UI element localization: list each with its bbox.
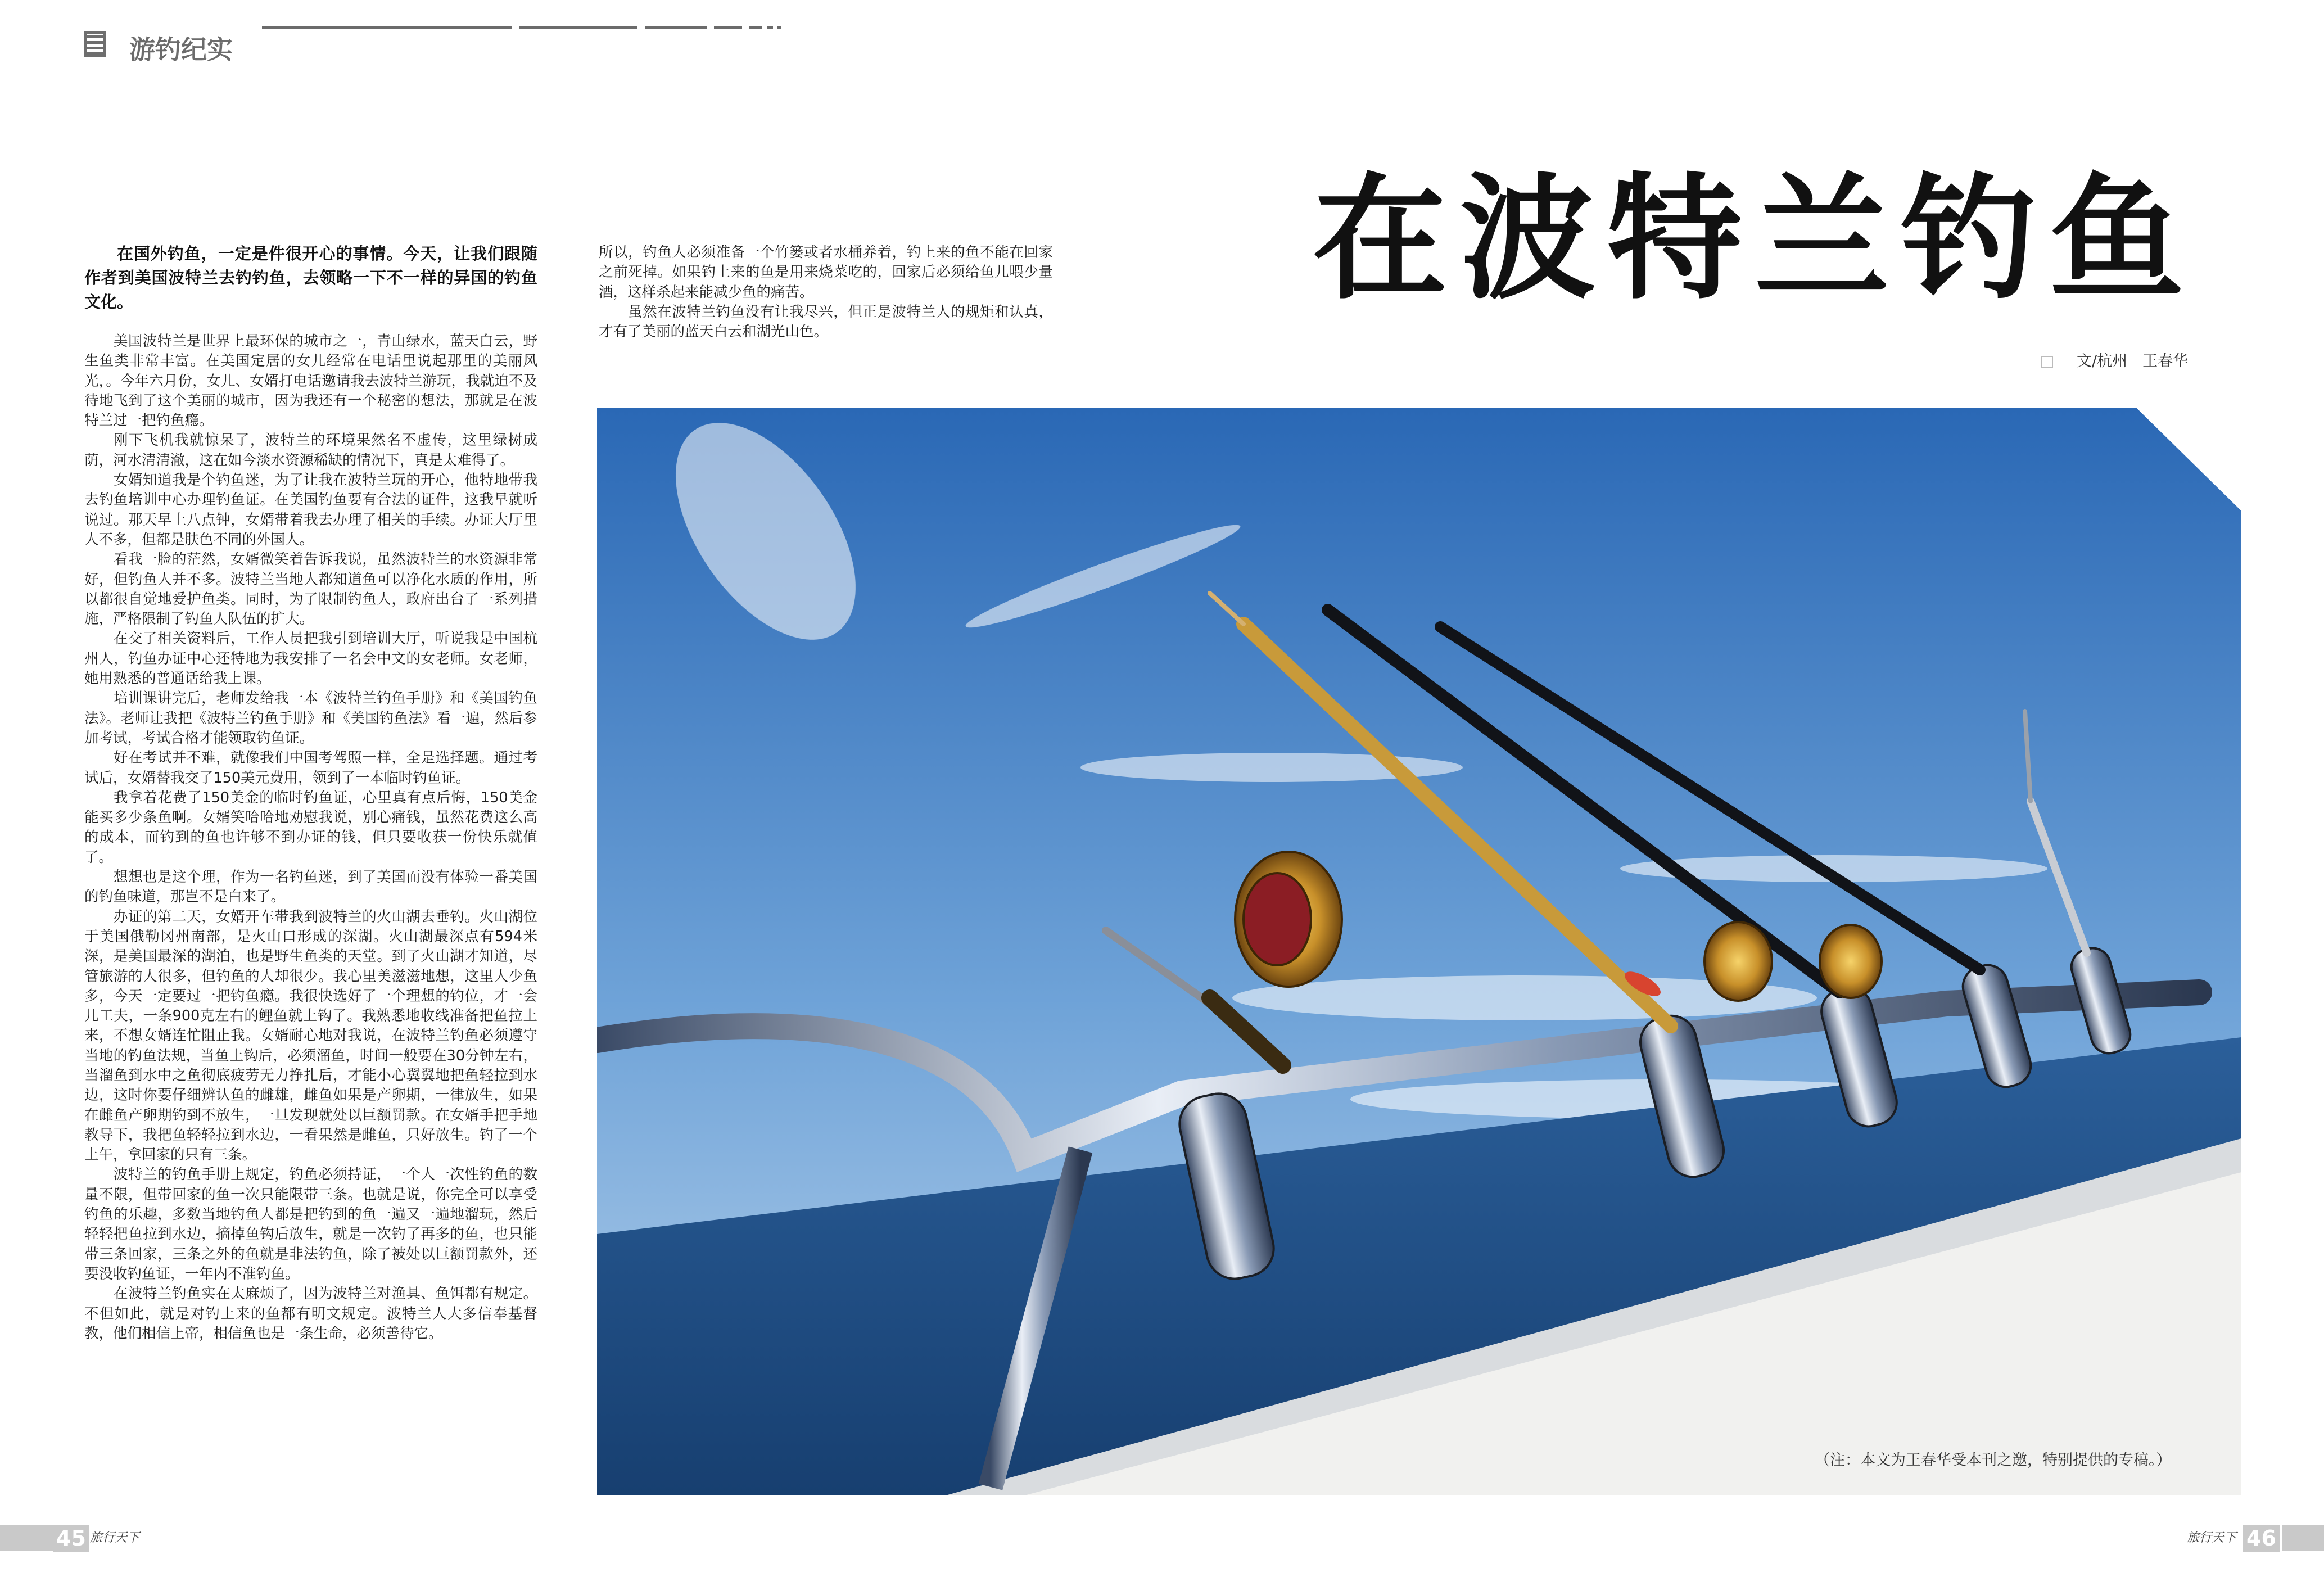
byline-text: 文/杭州 王春华 xyxy=(2077,353,2189,370)
paragraph: 在交了相关资料后，工作人员把我引到培训大厅，听说我是中国杭州人，钓鱼办证中心还特地为我安排了一名会中文的女老师。女老师，她用熟悉的普通话给我上课。 xyxy=(84,630,537,688)
header-rule xyxy=(777,26,781,29)
paragraph: 在波特兰钓鱼实在太麻烦了，因为波特兰对渔具、鱼饵都有规定。不但如此，就是对钓上来的鱼都有明文规定。波特兰人大多信奉基督教，他们相信上帝，相信鱼也是一条生命，必须善待它。 xyxy=(84,1285,537,1342)
byline-marker-icon xyxy=(2041,356,2053,368)
paragraph: 所以，钓鱼人必须准备一个竹篓或者水桶养着，钓上来的鱼不能在回家之前死掉。如果钓上来的鱼是用来烧菜吃的，回家后必须给鱼儿喂少量酒，这样杀起来能减少鱼的痛苦。 xyxy=(599,244,1053,301)
header-rule xyxy=(714,26,742,29)
fishing-rods-photo xyxy=(597,408,2241,1495)
paragraph: 好在考试并不难，就像我们中国考驾照一样，全是选择题。通过考试后，女婿替我交了150美元费用，领到了一本临时钓鱼证。 xyxy=(84,749,537,787)
article-title: 在波特兰钓鱼 xyxy=(1313,160,2197,318)
photo-note: （注：本文为王春华受本刊之邀，特别提供的专稿。） xyxy=(1815,1452,2172,1469)
paragraph: 刚下飞机我就惊呆了，波特兰的环境果然名不虚传，这里绿树成荫，河水清清澈，这在如今淡水资源稀缺的情况下，真是太难得了。 xyxy=(84,432,537,469)
paragraph: 看我一脸的茫然，女婿微笑着告诉我说，虽然波特兰的水资源非常好，但钓鱼人并不多。波特兰当地人都知道鱼可以净化水质的作用，所以都很自觉地爱护鱼类。同时，为了限制钓鱼人，政府出台了一系列措施，严格限制了钓鱼人队伍的扩大。 xyxy=(84,551,537,628)
footer-logo-left: 旅行天下 xyxy=(90,1531,140,1545)
paragraph: 虽然在波特兰钓鱼没有让我尽兴，但正是波特兰人的规矩和认真，才有了美丽的蓝天白云和湖光山色。 xyxy=(599,303,1053,341)
paragraph: 想想也是这个理，作为一名钓鱼迷，到了美国而没有体验一番美国的钓鱼味道，那岂不是白来了。 xyxy=(84,869,537,906)
paragraph: 办证的第二天，女婿开车带我到波特兰的火山湖去垂钓。火山湖位于美国俄勒冈州南部，是火山口形成的深湖。火山湖最深点有594米深，是美国最深的湖泊，也是野生鱼类的天堂。到了火山湖才知道，尽管旅游的人很多，但钓鱼的人却很少。我心里美滋滋地想，这里人少鱼多，今天一定要过一把钓鱼瘾。我很快选好了一个理想的钓位，才一会儿工夫，一条900克左右的鲤鱼就上钩了。我熟悉地收线准备把鱼拉上来，不想女婿连忙阻止我。女婿耐心地对我说，在波特兰钓鱼必须遵守当地的钓鱼法规，当鱼上钩后，必须溜鱼，时间一般要在30分钟左右，当溜鱼到水中之鱼彻底疲劳无力挣扎后，才能小心翼翼地把鱼轻拉到水边，这时你要仔细辨认鱼的雌雄，雌鱼如果是产卵期，一律放生，如果在雌鱼产卵期钓到不放生，一旦发现就处以巨额罚款。在女婿手把手地教导下，我把鱼轻轻拉到水边，一看果然是雌鱼，只好放生。钓了一个上午，拿回家的只有三条。 xyxy=(84,908,537,1164)
footer-band-right xyxy=(2282,1525,2324,1551)
paragraph: 女婿知道我是个钓鱼迷，为了让我在波特兰玩的开心，他特地带我去钓鱼培训中心办理钓鱼证。在美国钓鱼要有合法的证件，这我早就听说过。那天早上八点钟，女婿带着我去办理了相关的手续。办证大厅里人不多，但都是肤色不同的外国人。 xyxy=(84,472,537,548)
header-rule xyxy=(262,26,512,29)
magazine-logo-icon xyxy=(84,31,106,57)
section-label: 游钓纪实 xyxy=(129,34,233,65)
footer-logo-right: 旅行天下 xyxy=(2187,1531,2237,1545)
header-rule xyxy=(519,26,637,29)
article-body-right xyxy=(599,243,1053,342)
page-number-right: 46 xyxy=(2243,1525,2280,1552)
header-rule xyxy=(645,26,707,29)
paragraph: 培训课讲完后，老师发给我一本《波特兰钓鱼手册》和《美国钓鱼法》。老师让我把《波特兰钓鱼手册》和《美国钓鱼法》看一遍，然后参加考试，考试合格才能领取钓鱼证。 xyxy=(84,690,537,747)
header-rule xyxy=(767,26,773,29)
page-number-left: 45 xyxy=(53,1525,89,1552)
article-intro: 在国外钓鱼，一定是件很开心的事情。今天，让我们跟随作者到美国波特兰去钓钓鱼，去领略一下不一样的异国的钓鱼文化。 xyxy=(84,244,537,311)
paragraph: 我拿着花费了150美金的临时钓鱼证，心里真有点后悔，150美金能买多少条鱼啊。女婿笑哈哈地劝慰我说，别心痛钱，虽然花费这么高的成本，而钓到的鱼也许够不到办证的钱，但只要收获一份快乐就值了。 xyxy=(84,789,537,866)
article-body-left xyxy=(84,332,537,1344)
header-rule xyxy=(749,26,762,29)
photo-illustration xyxy=(597,408,2241,1495)
byline xyxy=(2041,349,2188,370)
paragraph: 波特兰的钓鱼手册上规定，钓鱼必须持证，一个人一次性钓鱼的数量不限，但带回家的鱼一次只能限带三条。也就是说，你完全可以享受钓鱼的乐趣，多数当地钓鱼人都是把钓到的鱼一遍又一遍地溜玩，然后轻轻把鱼拉到水边，摘掉鱼钩后放生，就是一次钓了再多的鱼，也只能带三条回家，三条之外的鱼就是非法钓鱼，除了被处以巨额罚款外，还要没收钓鱼证，一年内不准钓鱼。 xyxy=(84,1166,537,1282)
paragraph: 美国波特兰是世界上最环保的城市之一，青山绿水，蓝天白云，野生鱼类非常丰富。在美国定居的女儿经常在电话里说起那里的美丽风光，。今年六月份，女儿、女婿打电话邀请我去波特兰游玩，我就迫不及待地飞到了这个美丽的城市，因为我还有一个秘密的想法，那就是在波特兰过一把钓鱼瘾。 xyxy=(84,333,537,430)
